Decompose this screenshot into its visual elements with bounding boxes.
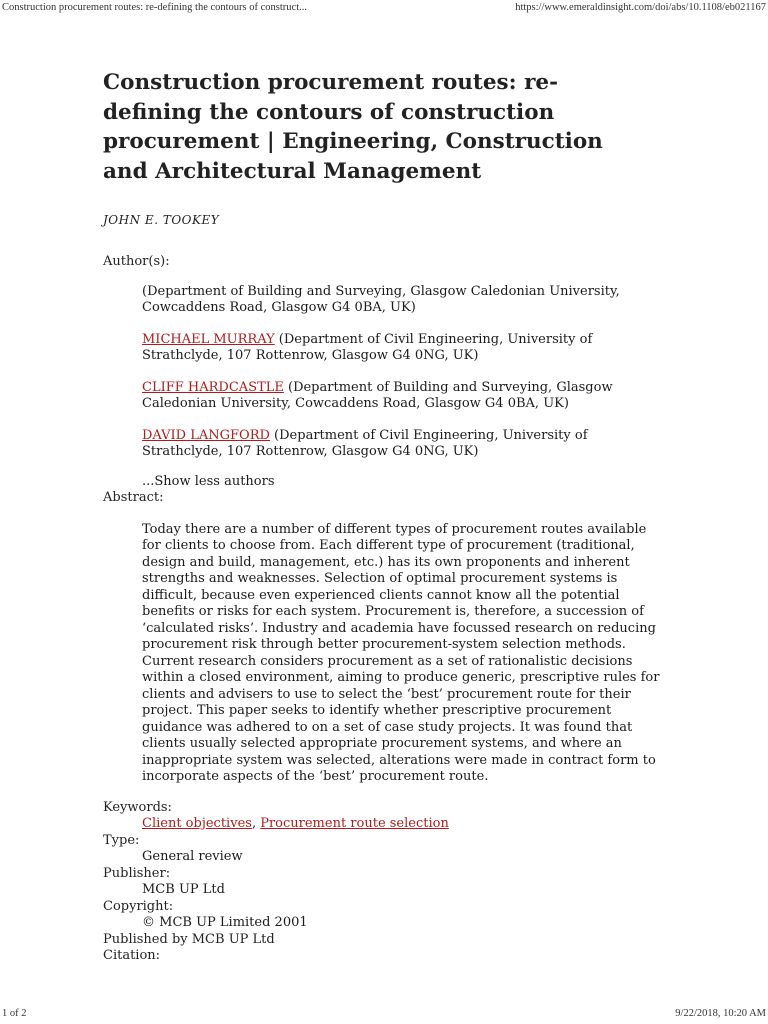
author-link-david-langford[interactable]: DAVID LANGFORD [142,427,270,443]
print-header-title: Construction procurement routes: re-defining the contours of construct... [2,2,308,13]
author-affiliation [142,380,642,413]
page-number: 1 of 2 [2,1008,27,1019]
article-title: Construction procurement routes: re-defining the contours of construction procurement | Engineering, Construction and Architectural Management [103,70,603,184]
affiliation-text: (Department of Building and Surveying, Glasgow Caledonian University, Cowcaddens Road, Glasgow G4 0BA, UK) [142,379,613,411]
author-affiliation [142,284,642,317]
author-affiliation [142,428,642,461]
keywords-label: Keywords: [103,799,172,815]
show-less-authors-link[interactable]: ...Show less authors [142,473,275,489]
author-link-cliff-hardcastle[interactable]: CLIFF HARDCASTLE [142,379,284,395]
keyword-link-procurement-route-selection[interactable]: Procurement route selection [260,816,449,831]
author-link-michael-murray[interactable]: MICHAEL MURRAY [142,331,275,347]
publisher-label: Publisher: [103,865,171,881]
abstract-label: Abstract: [103,490,164,505]
publisher-value: MCB UP Ltd [142,882,225,897]
print-footer [0,1008,768,1022]
abstract-text: Today there are a number of different types of procurement routes available for clients to choose from. Each different type of procurement (traditional, design and build, management, etc.) has its own proponents and inherent strengths and weaknesses. Selection of optimal procurement systems is difficult, because even experienced clients cannot know all the potential benefits or risks for each system. Procurement is, therefore, a succession of ‘calculated risks’. Industry and academia have focussed research on reducing procurement risk through better procurement-system selection methods. Current research considers procurement as a set of rationalistic decisions within a closed environment, aiming to produce generic, prescriptive rules for clients and advisers to use to select the ‘best’ procurement route for their project. This paper seeks to identify whether prescriptive procurement guidance was adhered to on a set of case study projects. It was found that clients usually selected appropriate procurement systems, and where an inappropriate system was selected, alterations were made in contract form to incorporate aspects of the ‘best’ procurement route. [142,521,660,784]
affiliation-text: (Department of Civil Engineering, University of Strathclyde, 107 Rottenrow, Glasgow G4 0NG, UK) [142,427,588,459]
print-header-url: https://www.emeraldinsight.com/doi/abs/10.1108/eb021167 [515,2,766,13]
keyword-separator: , [251,816,261,831]
type-value: General review [142,849,243,864]
print-header [0,2,768,16]
copyright-value: © MCB UP Limited 2001 [142,915,308,930]
lead-author: JOHN E. TOOKEY [103,213,220,227]
published-by: Published by MCB UP Ltd [103,931,275,947]
type-label: Type: [103,832,140,848]
article-content [103,68,663,965]
copyright-label: Copyright: [103,898,174,914]
author-affiliation [142,332,642,365]
citation-label: Citation: [103,948,161,963]
keyword-link-client-objectives[interactable]: Client objectives [142,816,252,831]
affiliation-text: (Department of Civil Engineering, University of Strathclyde, 107 Rottenrow, Glasgow G4 0NG, UK) [142,331,593,363]
authors-label: Author(s): [103,254,170,269]
keywords-list [142,816,663,833]
print-datetime: 9/22/2018, 10:20 AM [675,1008,766,1019]
affiliation-text: (Department of Building and Surveying, Glasgow Caledonian University, Cowcaddens Road, Glasgow G4 0BA, UK) [142,283,620,315]
